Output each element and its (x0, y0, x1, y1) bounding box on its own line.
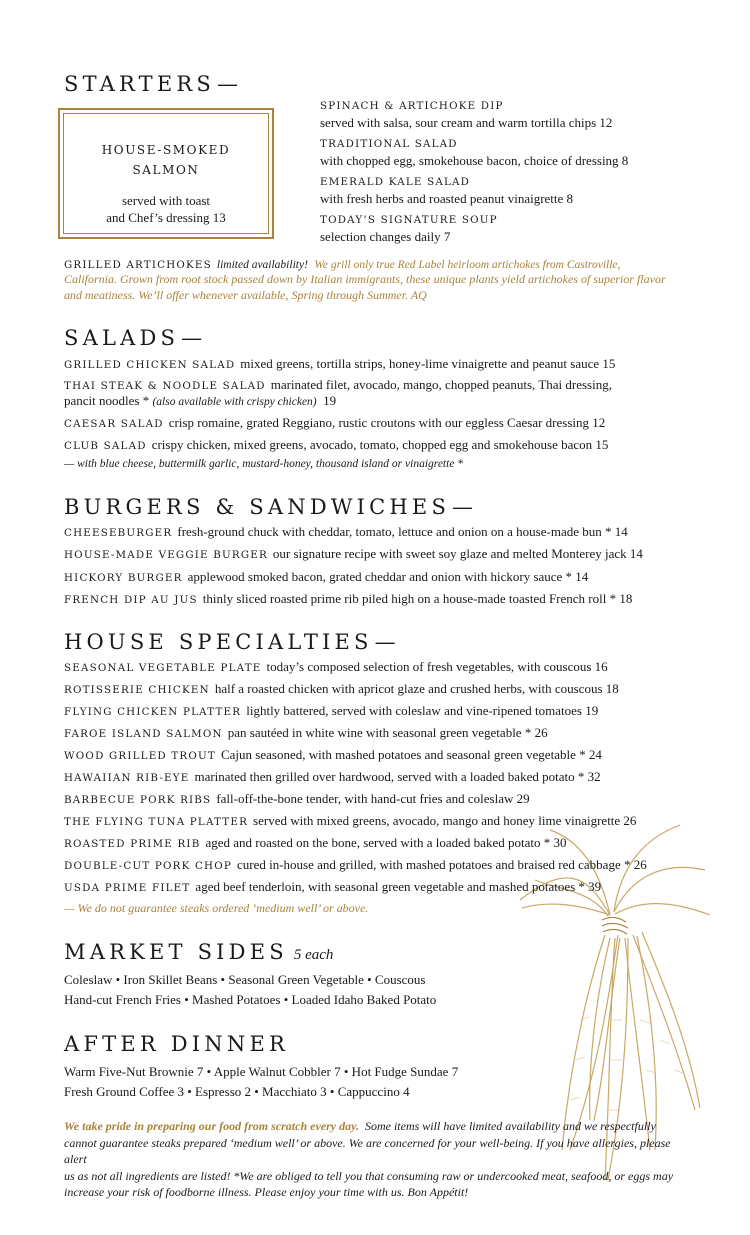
steak-note: — We do not guarantee steaks ordered ‘medium well’ or above. (64, 901, 369, 915)
menu-item: THAI STEAK & NOODLE SALAD marinated filet, avocado, mango, chopped peanuts, Thai dressing, (64, 377, 612, 392)
starters-heading: STARTERS— (64, 72, 238, 96)
menu-item: FRENCH DIP AU JUS thinly sliced roasted prime rib piled high on a house-made toasted French roll * 18 (64, 591, 633, 606)
menu-item: THE FLYING TUNA PLATTER served with mixed greens, avocado, mango and honey lime vinaigrette 26 (64, 813, 637, 828)
footer-lead: We take pride in preparing our food from scratch every day. (64, 1119, 359, 1133)
menu-item: FAROE ISLAND SALMON pan sautéed in white wine with seasonal green vegetable * 26 (64, 725, 548, 740)
artichoke-desc: We grill only true Red Label heirloom artichokes from Castroville, (314, 259, 621, 271)
artichoke-desc-line3: and meatiness. We’ll offer whenever available, Spring through Summer. AQ (64, 288, 427, 302)
artichoke-name: GRILLED ARTICHOKES (64, 259, 212, 271)
specialties-heading: HOUSE SPECIALTIES— (64, 630, 396, 654)
menu-item: GRILLED CHICKEN SALAD mixed greens, tortilla strips, honey-lime vinaigrette and peanut sauce 15 (64, 356, 616, 371)
menu-item: HAWAIIAN RIB-EYE marinated then grilled over hardwood, served with a loaded baked potato * 32 (64, 769, 601, 784)
menu-item-cont: pancit noodles * (also available with crispy chicken) 19 (64, 393, 337, 408)
menu-item: FLYING CHICKEN PLATTER lightly battered, served with coleslaw and vine-ripened tomatoes 19 (64, 703, 599, 718)
featured-item-box (58, 108, 274, 239)
featured-title-line1: HOUSE-SMOKED (101, 143, 231, 157)
sides-line2: Hand-cut French Fries • Mashed Potatoes • Loaded Idaho Baked Potato (64, 992, 437, 1007)
sides-heading: MARKET SIDES 5 each (64, 940, 334, 964)
starter-item-desc: served with salsa, sour cream and warm tortilla chips 12 (320, 115, 613, 130)
salads-heading: SALADS— (64, 326, 203, 350)
starter-item-name: SPINACH & ARTICHOKE DIP (320, 100, 504, 112)
menu-item: ROTISSERIE CHICKEN half a roasted chicken with apricot glaze and crushed herbs, with couscous 18 (64, 681, 619, 696)
starter-item-name: TODAY’S SIGNATURE SOUP (320, 214, 498, 226)
after-line2: Fresh Ground Coffee 3 • Espresso 2 • Macchiato 3 • Cappuccino 4 (64, 1084, 410, 1099)
starter-item-desc: selection changes daily 7 (320, 229, 451, 244)
menu-item: SEASONAL VEGETABLE PLATE today’s composed selection of fresh vegetables, with couscous 16 (64, 659, 608, 674)
starter-item-desc: with fresh herbs and roasted peanut vinaigrette 8 (320, 191, 574, 206)
after-line1: Warm Five-Nut Brownie 7 • Apple Walnut Cobbler 7 • Hot Fudge Sundae 7 (64, 1064, 459, 1079)
featured-desc-line2: and Chef’s dressing 13 (106, 210, 226, 225)
menu-item: ROASTED PRIME RIB aged and roasted on the bone, served with a loaded baked potato * 30 (64, 835, 567, 850)
artichoke-line1 (64, 256, 620, 273)
featured-title-line2: SALMON (132, 163, 200, 177)
menu-item: DOUBLE-CUT PORK CHOP cured in-house and grilled, with mashed potatoes and braised red cabbage * 26 (64, 857, 647, 872)
featured-desc-line1: served with toast (121, 193, 211, 208)
menu-item: HOUSE-MADE VEGGIE BURGER our signature recipe with sweet soy glaze and melted Monterey jack 14 (64, 546, 643, 561)
menu-item: BARBECUE PORK RIBS fall-off-the-bone tender, with hand-cut fries and coleslaw 29 (64, 791, 530, 806)
artichoke-desc-line2: California. Grown from root stock passed down by Italian immigrants, these unique plants yield artichokes of superior flavor (64, 272, 666, 286)
menu-item: USDA PRIME FILET aged beef tenderloin, with seasonal green vegetable and mashed potatoes * 39 (64, 879, 602, 894)
artichoke-limited: limited availability! (216, 259, 308, 271)
menu-item: CHEESEBURGER fresh-ground chuck with cheddar, tomato, lettuce and onion on a house-made bun * 14 (64, 524, 628, 539)
menu-item: CAESAR SALAD crisp romaine, grated Reggiano, rustic croutons with our eggless Caesar dressing 12 (64, 415, 606, 430)
sides-line1: Coleslaw • Iron Skillet Beans • Seasonal Green Vegetable • Couscous (64, 972, 426, 987)
menu-item: CLUB SALAD crispy chicken, mixed greens, avocado, tomato, chopped egg and smokehouse bacon 15 (64, 437, 609, 452)
menu-item: HICKORY BURGER applewood smoked bacon, grated cheddar and onion with hickory sauce * 14 (64, 569, 589, 584)
starter-item-desc: with chopped egg, smokehouse bacon, choice of dressing 8 (320, 153, 629, 168)
starter-item-name: TRADITIONAL SALAD (320, 138, 458, 150)
menu-item: WOOD GRILLED TROUT Cajun seasoned, with mashed potatoes and seasonal green vegetable * 24 (64, 747, 602, 762)
starter-item-name: EMERALD KALE SALAD (320, 176, 471, 188)
dressing-note: — with blue cheese, buttermilk garlic, mustard-honey, thousand island or vinaigrette * (64, 458, 464, 470)
sides-price: 5 each (293, 947, 334, 963)
footer-note: We take pride in preparing our food from scratch every day. Some items will have limited availability and we respectfully cannot guarantee steaks prepared ‘medium well’ or above. We are concerned for your well-being. If you have allergies, please alert us as not all ingredients are listed! *We are obliged to tell you that consuming raw or undercooked meat, seafood, or eggs may increase your risk of foodborne illness. Please enjoy your time with us. Bon Appétit! (64, 1119, 674, 1199)
after-dinner-heading: AFTER DINNER (64, 1032, 289, 1056)
burgers-heading: BURGERS & SANDWICHES— (64, 495, 474, 519)
